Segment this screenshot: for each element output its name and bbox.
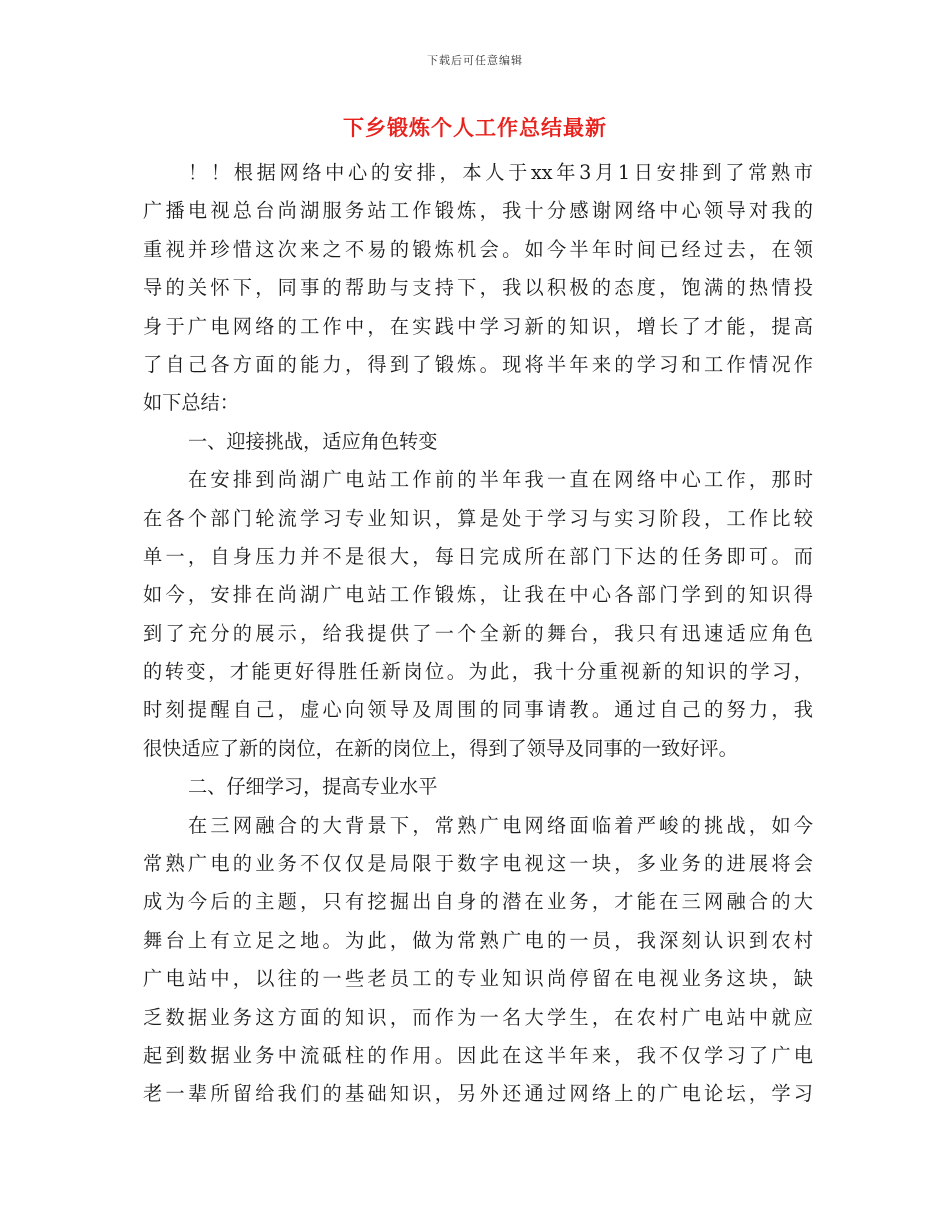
paragraph-line: 重视并珍惜这次来之不易的锻炼机会。如今半年时间已经过去，在领: [143, 237, 813, 261]
paragraph-line: 如今，安排在尚湖广电站工作锻炼，让我在中心各部门学到的知识得: [143, 583, 813, 607]
paragraph-line: 广电站中，以往的一些老员工的专业知识尚停留在电视业务这块，缺: [143, 967, 813, 991]
paragraph-line: 乏数据业务这方面的知识，而作为一名大学生，在农村广电站中就应: [143, 1005, 813, 1029]
section-heading: 一、迎接挑战，适应角色转变: [188, 429, 438, 453]
document-body: [143, 154, 813, 1114]
paragraph-line: 的转变，才能更好得胜任新岗位。为此，我十分重视新的知识的学习，: [143, 660, 813, 684]
paragraph-line: 成为今后的主题，只有挖掘出自身的潜在业务，才能在三网融合的大: [143, 890, 813, 914]
paragraph-line: 如下总结：: [143, 391, 239, 415]
paragraph-line: 在各个部门轮流学习专业知识，算是处于学习与实习阶段，工作比较: [143, 506, 813, 530]
paragraph-line: 导的关怀下，同事的帮助与支持下，我以积极的态度，饱满的热情投: [143, 276, 813, 300]
paragraph-line: 身于广电网络的工作中，在实践中学习新的知识，增长了才能，提高: [143, 314, 813, 338]
paragraph-line: 舞台上有立足之地。为此，做为常熟广电的一员，我深刻认识到农村: [143, 928, 813, 952]
paragraph-line: 老一辈所留给我们的基础知识，另外还通过网络上的广电论坛，学习: [143, 1082, 813, 1106]
paragraph-line: 单一，自身压力并不是很大，每日完成所在部门下达的任务即可。而: [143, 544, 813, 568]
paragraph-line: 了自己各方面的能力，得到了锻炼。现将半年来的学习和工作情况作: [143, 352, 813, 376]
paragraph-line: 在三网融合的大背景下，常熟广电网络面临着严峻的挑战，如今: [188, 813, 813, 837]
paragraph-line: 广播电视总台尚湖服务站工作锻炼，我十分感谢网络中心领导对我的: [143, 199, 813, 223]
paragraph-line: 时刻提醒自己，虚心向领导及周围的同事请教。通过自己的努力，我: [143, 698, 813, 722]
paragraph-line: ！！根据网络中心的安排，本人于xx年3月1日安排到了常熟市: [188, 161, 813, 184]
paragraph-line: 在安排到尚湖广电站工作前的半年我一直在网络中心工作，那时: [188, 468, 813, 492]
paragraph-line: 很快适应了新的岗位，在新的岗位上，得到了领导及同事的一致好评。: [143, 736, 738, 760]
document-title: 下乡锻炼个人工作总结最新: [343, 115, 607, 140]
page-header-note: 下载后可任意编辑: [427, 54, 523, 67]
paragraph-line: 起到数据业务中流砥柱的作用。因此在这半年来，我不仅学习了广电: [143, 1043, 813, 1067]
paragraph-line: 常熟广电的业务不仅仅是局限于数字电视这一块，多业务的进展将会: [143, 852, 813, 876]
section-heading: 二、仔细学习，提高专业水平: [188, 775, 438, 799]
paragraph-line: 到了充分的展示，给我提供了一个全新的舞台，我只有迅速适应角色: [143, 621, 813, 645]
